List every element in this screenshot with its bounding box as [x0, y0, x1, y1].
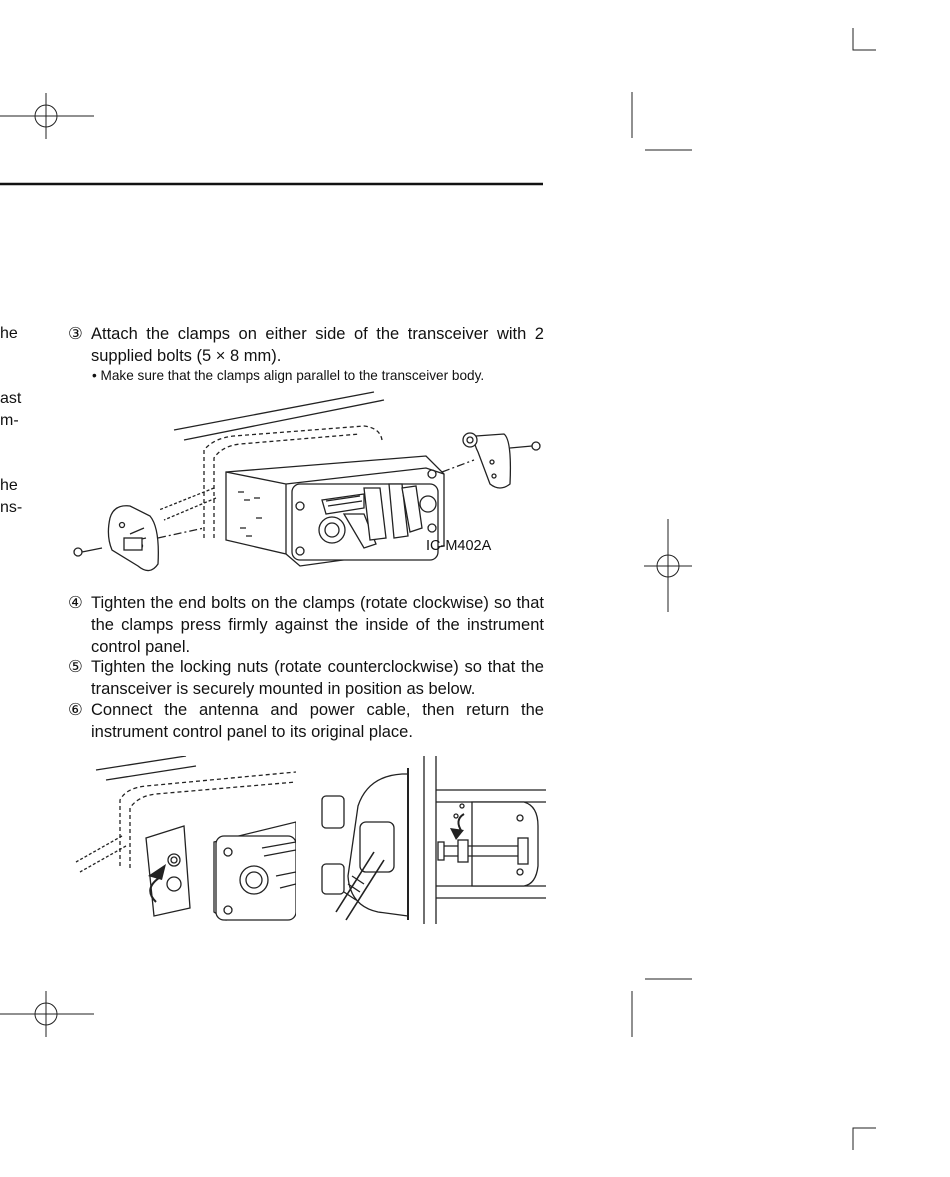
step-4 [68, 592, 544, 658]
tighten-bolt-figure [66, 756, 296, 926]
left-fragment-1: he [0, 325, 18, 342]
locking-nut-figure [318, 756, 546, 926]
step-6-number: ⑥ [68, 701, 83, 719]
step-3 [68, 323, 544, 367]
step-4-text: Tighten the end bolts on the clamps (rotate clockwise) so that the clamps press firmly against the inside of the instrument control panel. [91, 594, 544, 656]
left-fragment-5: ns- [0, 499, 23, 516]
step-4-number: ④ [68, 594, 83, 612]
figure-caption: IC-M402A [426, 538, 492, 554]
left-fragment-4: he [0, 477, 18, 494]
step-5-text: Tighten the locking nuts (rotate counterclockwise) so that the transceiver is securely mounted in position as below. [91, 658, 544, 698]
left-fragment-2: ast [0, 390, 22, 407]
step-6 [68, 699, 544, 743]
left-fragment-3: m- [0, 412, 19, 429]
step-3-text: Attach the clamps on either side of the transceiver with 2 supplied bolts (5 × 8 mm). [91, 325, 544, 365]
step-3-note: • Make sure that the clamps align parallel to the transceiver body. [92, 368, 485, 383]
step-5-number: ⑤ [68, 658, 83, 676]
step-6-text: Connect the antenna and power cable, then return the instrument control panel to its original place. [91, 701, 544, 741]
step-3-number: ③ [68, 325, 83, 343]
step-5 [68, 656, 544, 700]
